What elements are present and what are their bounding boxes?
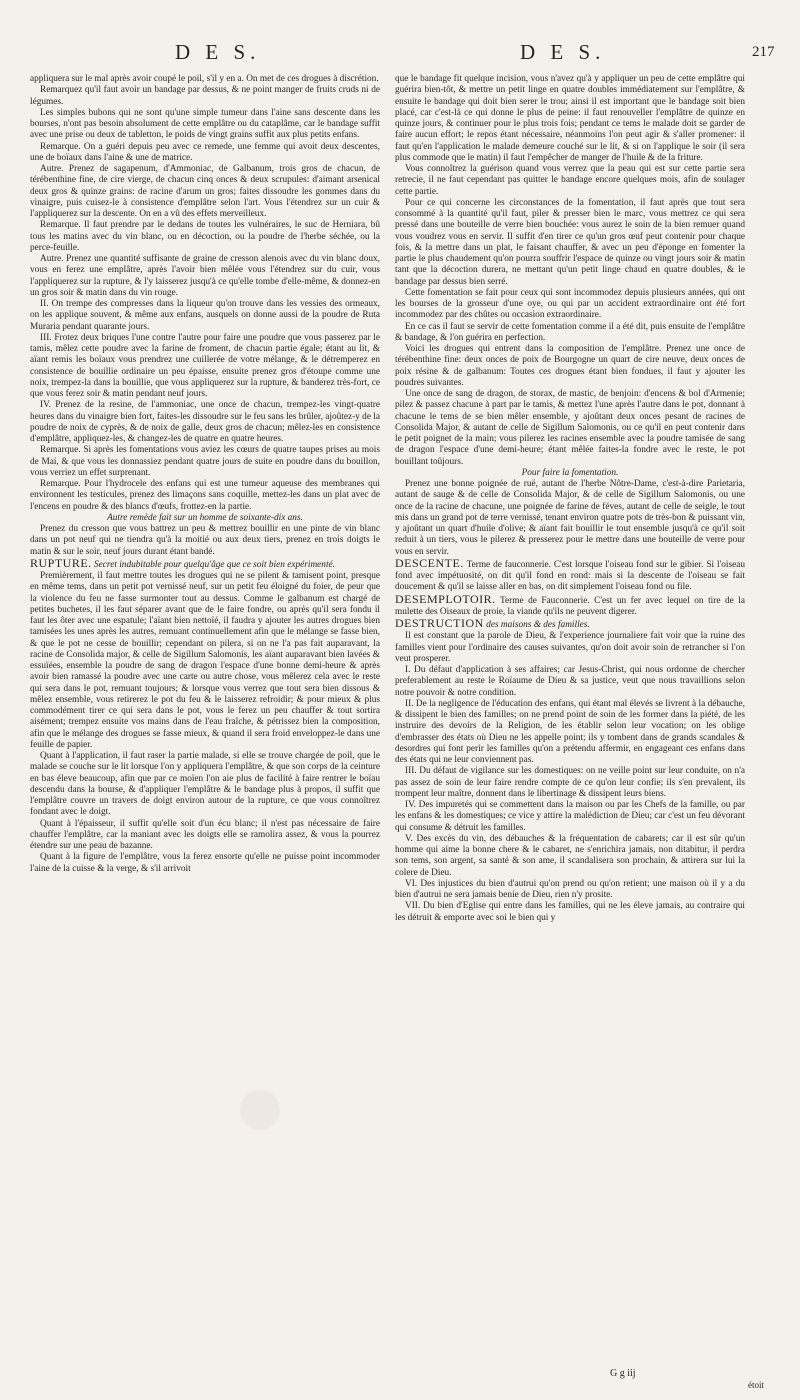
paragraph: Quant à l'épaisseur, il suffit qu'elle soit d'un écu blanc; il n'est pas nécessaire de faire chauffer l'emplâtre, car la maniant avec les doigts elle se ramolira assez, & vous la pourrez étendre sur une peau de bazanne. [30,818,380,851]
paragraph: que le bandage fit quelque incision, vous n'avez qu'à y appliquer un peu de cette emplâtre qui guérira bien-tôt, & mettre un petit linge en quatre doubles immédiatement sur l'emplâtre, & ensuite le bandage qui doit bien serer le trou; ainsi il est important que le bandage soit bien placé, car c'est-là ce qui donne le plus de peine: il faut renouveller l'emplâtre de quinze en quinze jours, & continuer pour le plus trois fois; pendant ce tems le malade doit se garder de faire aucun effort; le repos étant nécessaire, néanmoins l'on peut agir & s'aller promener: il faut qu'en l'application le malade demeure couché sur le lit, & si on l'applique le soir (il sera plus commode que le matin) il faut l'empêcher de manger de l'huile & de la friture. [395,74,745,163]
paragraph: Les simples bubons qui ne sont qu'une simple tumeur dans l'aine sans descente dans les bourses, n'ont pas besoin absolument de cette emplâtre ou du cataplâme, car le bandage suffit avec une prise ou deux de tabletton, le poids de vingt grains suffit aux plus petits enfans. [30,107,380,141]
left-column [30,74,380,875]
paragraph: Vous connoîtrez la guérison quand vous verrez que la peau qui est sur cette partie sera retrecie, il ne faut cependant pas quitter le bandage encore quelques mois, afin de soulager cette partie. [395,164,745,197]
paragraph: IV. Prenez de la resine, de l'ammoniac, une once de chacun, trempez-les vingt-quatre heures dans du vinaigre bien fort, faites-les dissoudre sur le feu sans les brûler, ajoûtez-y de la poudre de noix de cyprès, & de noix de galle, deux gros de chacun; mêlez-les en consistence d'emplâtre, appliquez-les, & changez-les de quatre en quatre heures. [30,400,380,444]
entry-text: Terme de Fauconnerie. C'est un fer avec lequel on tire de la mulette des Oiseaux de proie, la viande qu'ils ne peuvent digerer. [395,595,745,617]
paragraph: Quant à l'application, il faut raser la partie malade, si elle se trouve chargée de poil, que le malade se couche sur le lit lorsque l'on y appliquera l'emplâtre, & que son corps de la ceinture en bas éleve beaucoup, afin que par ce moïen l'on aie plus de facilité à faire rentrer le boïau descendu dans la bourse, & d'appliquer l'emplâtre & le bandage plus à propos, il suffit que l'emplâtre couvre un travers de doigt environ autour de la rupture, ce que vous connoîtrez fondant avec le doigt. [30,751,380,818]
paragraph: IV. Des impuretés qui se commettent dans la maison ou par les Chefs de la famille, ou par les enfans & les domestiques; ce vice y attire la malédiction de Dieu; car c'est un feu dévorant qui consume & détruit les familles. [395,800,745,833]
dictionary-entry-descente [395,555,745,594]
entry-word: DESTRUCTION [395,616,484,630]
entry-word: DESCENTE. [395,555,464,570]
paragraph: Pour ce qui concerne les circonstances de la fomentation, il faut après que tout sera consommé à la quantité qu'il faut, piler & presser bien le marc, vous mettrez ce qui sera pressé dans une bouteille de verre bien bouchée: vous aurez le soin de la bien remuer quand vous voudrez vous en servir. Il suffit d'en tirer ce qu'un gros œuf peut contenir pour chaque fois, & la mettre dans un plat, le faisant chauffer, & avec un peu d'éponge en fomenter la partie le plus chaudement qu'on pourra souffrir l'espace de quinze ou vingt jours soir & matin tant que la décoction durera, ne mettant qu'un petit linge chaud en quatre doubles, & le bandage par dessus bien serré. [395,197,745,287]
paragraph: VII. Du bien d'Eglise qui entre dans les familles, qui ne les éleve jamais, au contraire qui les détruit & emporte avec soi le bien qui y [395,901,745,923]
paragraph: Autre. Prenez de sagapenum, d'Ammoniac, de Galbanum, trois gros de chacun, de térébenthine fine, de cire vierge, de chacun cinq onces & deux scrupules: d'aimant arsenical deux gros & quinze grains: de racine d'arum un gros; faites dissoudre les gommes dans du vinaigre, puis cuisez-le à consistence d'emplâtre selon l'art. Vous l'étendrez sur un cuir & l'appliquerez sur la descente. On en a vû des effets merveilleux. [30,164,380,219]
paragraph: Remarque. Si après les fomentations vous aviez les cœurs de quatre taupes prises au mois de Mai, & que vous les donnassiez pendant quatre jours de suite en poudre dans du bouillon, vous verriez un effet surprenant. [30,445,380,478]
catchword: étoit [748,1380,764,1390]
paragraph: Premièrement, il faut mettre toutes les drogues qui ne se pilent & tamisent point, presque en même tems, dans un petit pot vernissé neuf, sur un petit feu éloigné du foier, de peur que la violence du feu ne fasse surmonter tout au dessus. Comme le galbanum est chargé de petites buchetes, il les faut séparer avant que de le faire fondre, ou après qu'il sera fondu il faut les ôter avec une espatule; l'aïant bien nettoïé, il faudra y ajouter les autres drogues bien tamisées les unes après les autres, remuant continuellement afin que le mélange se fasse bien, & que le pot ne cesse de bouillir; cependant on pilera, si on ne l'a pas fait auparavant, la racine de Consolida major, & celle de Sigillum Salomonis, les aïant auparavant bien lavées & essuïées, ensemble la poudre de sang de dragon l'espace d'une bonne demi-heure & après avoir bien ramassé la poudre avec une carte ou autre chose, vous mêlerez cela avec le reste qui sera dans le pot, remuant toujours; & lorsque vous verrez que tout sera bien dissous & mêlez ensemble, vous retirerez le pot du feu & le laisserez refroidir; & pour mieux & plus commodément tirer ce qui sera dans le pot, vous le ferez un peu chauffer & tout sortira aisément; trempez ensuite vos mains dans de l'eau fraîche, & pétrissez bien la composition, afin que le mélange des drogues se fasse mieux, & quand il sera froid enveloppez-le dans une feuille de papier. [30,571,380,750]
paragraph: Une once de sang de dragon, de storax, de mastic, de benjoin: d'encens & bol d'Armenie; pilez & passez chacune à part par le tamis, & mettez l'une après l'autre dans le pot, donnant à chacune le tems de se bien mêler ensemble, y ajoûtant deux onces pesant de racines de Consolida Major, & autant de celle de Sigillum Salomonis, ou ce qu'il en peut contenir dans le petit poignet de la main; vous pilerez les racines ensemble avec la poudre tamisée de sang de dragon l'espace d'une demi-heure; étant mêlée faites-la fondre avec le reste, le pot bouillant toûjours. [395,389,745,467]
entry-text: Terme de fauconnerie. C'est lorsque l'oiseau fond sur le gibier. Si l'oiseau fond avec impétuosité, on dit qu'il fond en rond: mais si la descente de l'oiseau se fait doucement & qu'il se laisse aller en bas, on dit simplement l'oiseau fond ou file. [395,559,745,593]
page-stain [240,1090,280,1130]
paragraph: I. Du défaut d'application à ses affaires; car Jesus-Christ, qui nous ordonne de chercher preferablement au reste le Roïaume de Dieu & sa justice, veut que nous travaillions selon notre pouvoir & notre condition. [395,665,745,698]
running-head-right: D E S. [520,40,606,64]
paragraph: En ce cas il faut se servir de cette fomentation comme il a été dit, puis ensuite de l'emplâtre & bandage, & l'on guérira en perfection. [395,321,745,343]
running-head-left: D E S. [175,40,261,64]
paragraph: III. Frotez deux briques l'une contre l'autre pour faire une poudre que vous passerez par le tamis, mêlez cette poudre avec la farine de froment, de chacun partie égale; étant au lit, & aïant remis les boïaux vous prendrez une cuillerée de votre mélange, & le détremperez en consistence de bouillie ordinaire un peu épaisse, ensuite prenez gros d'étoupe comme une noix, trempez-la dans la bouillie, que vous appliquerez sur la rupture, & banderez très-fort, ce que vous ferez soir & matin pendant neuf jours. [30,332,380,399]
paragraph: Remarque. On a guéri depuis peu avec ce remede, une femme qui avoit deux descentes, une de boïaux dans l'aine & une de matrice. [30,141,380,163]
right-column [395,74,745,924]
paragraph: VI. Des injustices du bien d'autrui qu'on prend ou qu'on retient; une maison où il y a du bien d'autrui ne sera jamais benie de Dieu, rien n'y prosite. [395,878,745,900]
paragraph: Cette fomentation se fait pour ceux qui sont incommodez depuis plusieurs années, qui ont les bourses de la grosseur d'une oye, ou qui par un accident extraordinaire ont été fort incommodez par des chûtes ou occasion extraordinaire. [395,287,745,321]
entry-word: RUPTURE. [30,555,92,570]
paragraph: Il est constant que la parole de Dieu, & l'experience journaliere fait voir que la ruine des familles vient pour l'ordinaire des causes suivantes, qu'on doit avoir soin de retrancher si l'on veut prosperer. [395,631,745,664]
section-heading: Autre remède fait sur un homme de soixante-dix ans. [107,512,303,523]
dictionary-entry-desemplotoir [395,591,745,619]
page-number: 217 [752,44,775,60]
paragraph: Voici les drogues qui entrent dans la composition de l'emplâtre. Prenez une once de térébenthine fine: deux onces de poix de Bourgogne un quart de cire neuve, deux onces de poix résine & de galbanum: Toutes ces drogues étant bien fondues, il faut y ajouter les poudres suivantes. [395,344,745,388]
paragraph: II. On trempe des compresses dans la liqueur qu'on trouve dans les vessies des ormeaux, on les applique souvent, & même aux enfans, ausquels on donne aussi de la poudre de Ruta Muraria pendant quarante jours. [30,299,380,332]
entry-text: des maisons & des familles. [486,620,590,630]
paragraph: V. Des excès du vin, des débauches & la fréquentation de cabarets; car il est sûr qu'un homme qui aime la bonne chere & le cabaret, ne s'enrichira jamais, non ditabitur, il perdra son tems, son argent, sa santé & son ame, il scandalisera son prochain, & attirera sur lui la colere de Dieu. [395,833,745,878]
section-heading: Pour faire la fomentation. [521,467,619,478]
paragraph: appliquera sur le mal après avoir coupé le poil, s'il y en a. On met de ces drogues à discrétion. [30,74,379,84]
paragraph: Quant à la figure de l'emplâtre, vous la ferez ensorte qu'elle ne puisse point incommoder l'aine de la cuisse & la verge, & s'il arrivoit [30,852,380,874]
entry-subtitle: Secret indubitable pour quelqu'âge que ce soit bien expérimenté. [94,559,335,570]
paragraph: Remarque. Pour l'hydrocele des enfans qui est une tumeur aqueuse des membranes qui environnent les testicules, prenez des limaçons sans coquille, mettez-les dans un plat avec de l'encens en poudre & des blancs d'œufs, frottez-en la partie. [30,479,380,512]
paragraph: Remarquez qu'il faut avoir un bandage par dessus, & ne point manger de fruits cruds ni de légumes. [30,85,380,107]
signature-mark: G g iij [610,1368,636,1379]
entry-word: DESEMPLOTOIR. [395,591,496,606]
paragraph: II. De la negligence de l'éducation des enfans, qui étant mal élevés se livrent à la débauche, & dissipent le bien des familles; on ne prend point de soin de les former dans la piété, de les instruire des devoirs de la Religion, de les établir selon leur vocation; on les oblige d'embrasser des états où Dieu ne les appelle point; ils y tombent dans de grands scandales & desordres qui font perir les familles qu'on a prétendu affermir, en engageant ces enfans dans des états qui ne leur conviennent pas. [395,698,745,765]
dictionary-entry-rupture [30,555,380,571]
paragraph: Prenez une bonne poignée de ruë, autant de l'herbe Nôtre-Dame, c'est-à-dire Parietaria, autant de sauge & de celle de Consolida Major, & de celle de Sigillum Salomonis, ou une once de la racine de chacune, une poignée de farine de féves, autant de celle de seigle, le tout mis dans un grand pot de terre vernissé, tenant environ quatre pots de très-bon & puissant vin, y ajoûtant un quart d'huile d'olive; & aïant fait bouillir le tout ensemble jusqu'à ce qu'il soit reduit à un tiers, vous le pilerez & presserez pour le mettre dans une bouteille de verre pour vous en servir. [395,479,745,557]
paragraph: Autre. Prenez une quantité suffisante de graine de cresson alenois avec du vin blanc doux, vous en ferez une emplâtre, après l'avoir bien mêlée vous l'étendrez sur du cuir, vous l'appliquerez sur la rupture, & l'y laisserez jusqu'à ce qu'elle tombe d'elle-même, & donnez-en un gros soir & matin dans du vin rouge. [30,254,380,298]
paragraph: Prenez du cresson que vous battrez un peu & mettrez bouillir en une pinte de vin blanc dans un pot neuf qui ne tiendra qu'à la moitié ou aux deux tiers, prenez en trois doigts le matin & sur le soir, neuf jours durant étant bandé. [30,524,380,557]
dictionary-entry-destruction [395,618,745,631]
paragraph: Remarque. Il faut prendre par le dedans de toutes les vulnéraires, le suc de Herniara, bû tous les matins avec du vin blanc, ou en décoction, ou la poudre de l'herbe séchée, ou la perce-feuille. [30,220,380,253]
paragraph: III. Du défaut de vigilance sur les domestiques: on ne veille point sur leur conduite, on n'a pas assez de soin de leur faire rendre compte de ce qu'on leur confie; ils s'en prevalent, ils trompent leur maître, donnent dans le libertinage & dissipent leurs biens. [395,766,745,799]
